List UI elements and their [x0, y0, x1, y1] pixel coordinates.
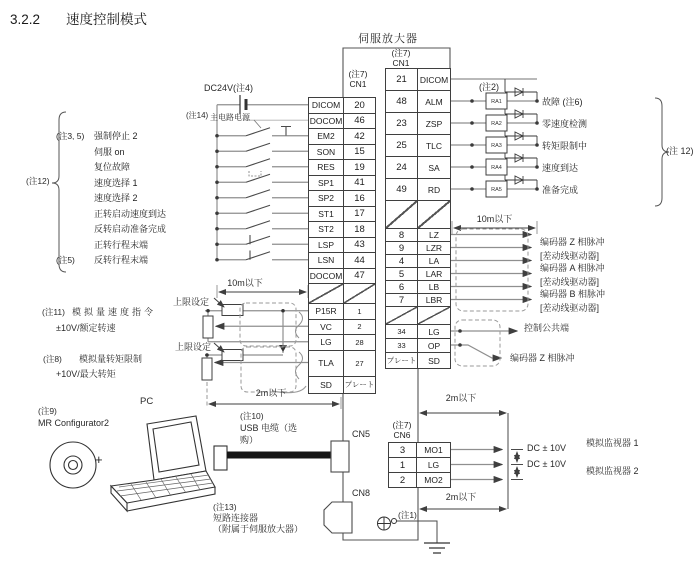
svg-text:RA2: RA2 [491, 121, 502, 127]
signal-name-cell: SA [418, 157, 451, 179]
signal-name-cell: LB [418, 281, 451, 294]
output-signal-label: 转矩限制中 [542, 140, 588, 151]
table-row [386, 113, 451, 135]
cn8-label: CN8 [352, 488, 371, 498]
signal-name-cell: LA [418, 255, 451, 268]
pin-number-cell: 44 [344, 253, 376, 269]
output-signal-label: 速度到达 [542, 162, 579, 173]
input-signal-row [56, 128, 166, 144]
pin-number-cell: 17 [344, 207, 376, 223]
analog-input-circuit [205, 311, 308, 393]
note1-label: (注1) [398, 510, 417, 520]
table-row [386, 242, 451, 255]
signal-name-cell: DICOM [418, 69, 451, 91]
section-title [10, 8, 147, 28]
note11-label: (注11) [42, 307, 65, 317]
signal-name-cell: ST2 [309, 222, 344, 238]
table-row [389, 473, 451, 488]
input-signal-row [56, 237, 166, 253]
pin-number-cell: 2 [389, 473, 417, 488]
input-signal-row [56, 144, 166, 160]
differential-driver-label-1: [差动线驱动器] [540, 251, 600, 261]
dimension-2m-encoder-label: 2m以下 [445, 393, 477, 403]
signal-name-cell: SP1 [309, 176, 344, 192]
table-row [309, 176, 376, 192]
note13-label: (注13) [213, 502, 237, 512]
cn1-right-header [385, 49, 417, 68]
table-row [386, 157, 451, 179]
cn1-right-misc-rows [386, 325, 451, 369]
pin-number-cell: プレート [386, 353, 418, 369]
pin-number-cell: 34 [386, 325, 418, 339]
input-signal-note: (注3, 5) [56, 130, 85, 141]
separator-row [386, 201, 451, 229]
cn1-left-analog-rows [309, 304, 376, 394]
separator-row [309, 284, 376, 304]
pin-number-cell: プレート [344, 377, 376, 394]
note2-label: (注2) [479, 82, 499, 92]
cn1-right-do-rows [386, 69, 451, 201]
table-row [309, 160, 376, 176]
table-row [309, 207, 376, 223]
signal-name-cell: DICOM [309, 98, 344, 114]
dimension-2m-analog-label: 2m以下 [255, 388, 287, 398]
encoder-a-pulse-label: 编码器 A 相脉冲 [540, 263, 605, 273]
output-signal-labels [542, 90, 587, 200]
encoder-z-pulse-label: 编码器 Z 相脉冲 [540, 237, 605, 247]
table-row [386, 135, 451, 157]
cn1-right-note: (注7) [391, 48, 411, 58]
cn1-left-note: (注7) [348, 69, 368, 79]
dc24v-label: DC24V(注4) [204, 83, 254, 93]
input-signal-row [56, 252, 166, 268]
table-row [386, 294, 451, 307]
input-signal-row [56, 159, 166, 175]
table-row [309, 351, 376, 377]
section-title-text: 速度控制模式 [66, 12, 148, 27]
table-row [386, 91, 451, 113]
signal-name-cell: SD [309, 377, 344, 394]
dc10v-label-1: DC ± 10V [527, 443, 566, 453]
software-label: MR Configurator2 [38, 418, 110, 428]
table-row [309, 238, 376, 254]
table-row [386, 255, 451, 268]
digital-input-circuit [217, 105, 308, 260]
analog-speed-range-label: ±10V/额定转速 [56, 323, 116, 333]
pin-number-cell: 28 [344, 335, 376, 351]
differential-driver-label-3: [差动线驱动器] [540, 303, 600, 313]
signal-name-cell: DOCOM [309, 114, 344, 130]
pin-number-cell: 16 [344, 191, 376, 207]
pin-number-cell: 47 [344, 269, 376, 285]
output-signal-label: 零速度检测 [542, 118, 588, 129]
signal-name-cell: LSP [309, 238, 344, 254]
signal-name-cell: LG [417, 458, 451, 473]
ground-symbol [378, 517, 451, 553]
main-power-label: 主电路电源 [210, 113, 250, 122]
table-row [309, 335, 376, 351]
pin-number-cell: 8 [386, 229, 418, 242]
signal-name-cell: SON [309, 145, 344, 161]
pin-number-cell: 43 [344, 238, 376, 254]
pin-number-cell: 3 [389, 443, 417, 458]
table-row [386, 268, 451, 281]
plus-sign: + [95, 452, 103, 467]
pin-number-cell: 48 [386, 91, 418, 113]
upper-limit-1-label: 上限设定 [173, 297, 210, 307]
input-signal-row [56, 206, 166, 222]
input-signal-label: 速度选择 2 [94, 193, 138, 204]
cn5-connector [331, 441, 349, 472]
signal-name-cell: LZ [418, 229, 451, 242]
cn8-connector [324, 502, 352, 533]
svg-text:RA3: RA3 [491, 143, 502, 149]
table-row [386, 281, 451, 294]
signal-name-cell: ZSP [418, 113, 451, 135]
amplifier-label: 伺服放大器 [358, 33, 418, 45]
pin-number-cell: 23 [386, 113, 418, 135]
table-row [386, 229, 451, 242]
cn6-note: (注7) [392, 420, 412, 430]
svg-text:RA1: RA1 [491, 99, 502, 105]
encoder-z-open-collector-label: 编码器 Z 相脉冲 [510, 353, 575, 363]
signal-name-cell: ALM [418, 91, 451, 113]
signal-name-cell: RES [309, 160, 344, 176]
input-signal-label: 正转启动速度到达 [94, 208, 167, 219]
table-row [309, 253, 376, 269]
differential-driver-label-2: [差动线驱动器] [540, 277, 600, 287]
usb-cable-label-line1: USB 电缆（选 [240, 423, 298, 433]
analog-monitor-1-label: 模拟监视器 1 [586, 438, 639, 448]
input-signal-label: 速度选择 1 [94, 177, 138, 188]
dc10v-label-2: DC ± 10V [527, 459, 566, 469]
pc-label: PC [140, 396, 154, 407]
signal-name-cell: LZR [418, 242, 451, 255]
cn1-right-name: CN1 [392, 57, 410, 68]
cn1-left-io-rows [309, 98, 376, 284]
dimension-2m-cn6-label: 2m以下 [445, 492, 477, 502]
pin-number-cell: 20 [344, 98, 376, 114]
table-row [309, 222, 376, 238]
pin-number-cell: 19 [344, 160, 376, 176]
cn1-left-table [308, 97, 376, 394]
table-row [309, 114, 376, 130]
pin-number-cell: 24 [386, 157, 418, 179]
cn6-rows [389, 443, 451, 488]
input-signal-row [56, 221, 166, 237]
output-signal-label: 故障 (注6) [542, 96, 583, 107]
table-row [386, 69, 451, 91]
pin-number-cell: 1 [389, 458, 417, 473]
table-row [386, 339, 451, 353]
table-row [309, 377, 376, 394]
signal-name-cell: LG [418, 325, 451, 339]
dimension-10m-right-label: 10m以下 [476, 214, 513, 224]
separator-row [386, 307, 451, 325]
pin-number-cell: 1 [344, 304, 376, 320]
short-connector-label-line1: 短路连接器 [213, 513, 259, 523]
input-signal-labels [56, 128, 166, 268]
table-row [309, 320, 376, 336]
cn6-table [388, 442, 451, 488]
signal-name-cell: LAR [418, 268, 451, 281]
pin-number-cell: 5 [386, 268, 418, 281]
relay-coil-labels [491, 99, 502, 193]
input-signal-label: 正转行程末端 [94, 239, 149, 250]
cn1-left-name: CN1 [349, 78, 367, 89]
signal-name-cell: LBR [418, 294, 451, 307]
signal-name-cell: DOCOM [309, 269, 344, 285]
signal-name-cell: RD [418, 179, 451, 201]
monitor-output-wires [450, 450, 502, 480]
pin-number-cell: 41 [344, 176, 376, 192]
cn6-name: CN6 [393, 429, 411, 440]
control-common-label: 控制公共端 [524, 323, 570, 333]
table-row [309, 98, 376, 114]
pin-number-cell: 7 [386, 294, 418, 307]
pin-number-cell: 9 [386, 242, 418, 255]
signal-name-cell: LSN [309, 253, 344, 269]
dimension-10m-left-label: 10m以下 [227, 278, 263, 288]
input-signal-label: 伺服 on [94, 146, 125, 157]
short-connector-label-line2: （附属于伺服放大器） [213, 524, 304, 534]
note9-label: (注9) [38, 406, 57, 416]
switch-contacts [246, 120, 291, 260]
cn1-right-encoder-rows [386, 229, 451, 307]
table-row [309, 304, 376, 320]
note14-label: (注14) [186, 111, 209, 120]
pin-number-cell: 4 [386, 255, 418, 268]
usb-cable-label-line2: 购） [240, 435, 259, 445]
section-number: 3.2.2 [10, 12, 41, 27]
cn5-label: CN5 [352, 429, 371, 439]
table-row [309, 269, 376, 285]
signal-name-cell: VC [309, 320, 344, 336]
pin-number-cell: 21 [386, 69, 418, 91]
input-signal-note: (注5) [56, 254, 75, 265]
cn6-header [388, 421, 416, 440]
note10-label: (注10) [240, 411, 264, 421]
twisted-pair-squiggles [296, 312, 303, 379]
table-row [309, 129, 376, 145]
signal-name-cell: OP [418, 339, 451, 353]
signal-name-cell: P15R [309, 304, 344, 320]
pin-number-cell: 49 [386, 179, 418, 201]
pin-number-cell: 6 [386, 281, 418, 294]
pin-number-cell: 2 [344, 320, 376, 336]
table-row [386, 353, 451, 369]
pin-number-cell: 27 [344, 351, 376, 377]
signal-name-cell: TLC [418, 135, 451, 157]
analog-torque-range-label: +10V/最大转矩 [56, 369, 116, 379]
pin-number-cell: 33 [386, 339, 418, 353]
note12-right-label: (注 12) [666, 146, 694, 156]
analog-torque-limit-label: 模拟量转矩限制 [79, 354, 143, 364]
svg-text:RA5: RA5 [491, 187, 502, 193]
cn1-left-header [341, 70, 375, 89]
analog-junctions [205, 309, 287, 357]
flyback-diodes [505, 79, 537, 189]
pin-number-cell: 15 [344, 145, 376, 161]
cd-disc-icon [50, 442, 96, 488]
cn1-right-table [385, 68, 451, 369]
pin-number-cell: 25 [386, 135, 418, 157]
note8-label: (注8) [43, 354, 62, 364]
signal-name-cell: EM2 [309, 129, 344, 145]
table-row [389, 443, 451, 458]
table-row [389, 458, 451, 473]
monitor-reference-line [508, 413, 523, 509]
table-row [309, 145, 376, 161]
signal-name-cell: SD [418, 353, 451, 369]
signal-name-cell: TLA [309, 351, 344, 377]
input-signal-label: 强制停止 2 [94, 131, 138, 142]
pin-number-cell: 42 [344, 129, 376, 145]
table-row [309, 191, 376, 207]
encoder-junction-dots [458, 329, 462, 347]
input-signal-row [56, 175, 166, 191]
pin-number-cell: 18 [344, 222, 376, 238]
svg-text:RA4: RA4 [491, 165, 502, 171]
encoder-b-pulse-label: 编码器 B 相脉冲 [540, 289, 606, 299]
note12-left-label: (注12) [26, 176, 50, 186]
input-signal-label: 复位故障 [94, 162, 131, 173]
table-row [386, 325, 451, 339]
output-signal-label: 准备完成 [542, 184, 579, 195]
input-signal-label: 反转行程末端 [94, 255, 149, 266]
analog-speed-command-label: 模拟量速度指令 [72, 307, 157, 317]
input-signal-label: 反转启动准备完成 [94, 224, 167, 235]
table-row [386, 179, 451, 201]
signal-name-cell: MO1 [417, 443, 451, 458]
input-signal-row [56, 190, 166, 206]
upper-limit-2-label: 上限设定 [175, 342, 212, 352]
signal-name-cell: LG [309, 335, 344, 351]
usb-cable [214, 446, 331, 470]
signal-name-cell: MO2 [417, 473, 451, 488]
pin-number-cell: 46 [344, 114, 376, 130]
analog-monitor-2-label: 模拟监视器 2 [586, 466, 639, 476]
signal-name-cell: ST1 [309, 207, 344, 223]
laptop-icon [111, 416, 215, 511]
encoder-output-wires [450, 235, 531, 359]
signal-name-cell: SP2 [309, 191, 344, 207]
